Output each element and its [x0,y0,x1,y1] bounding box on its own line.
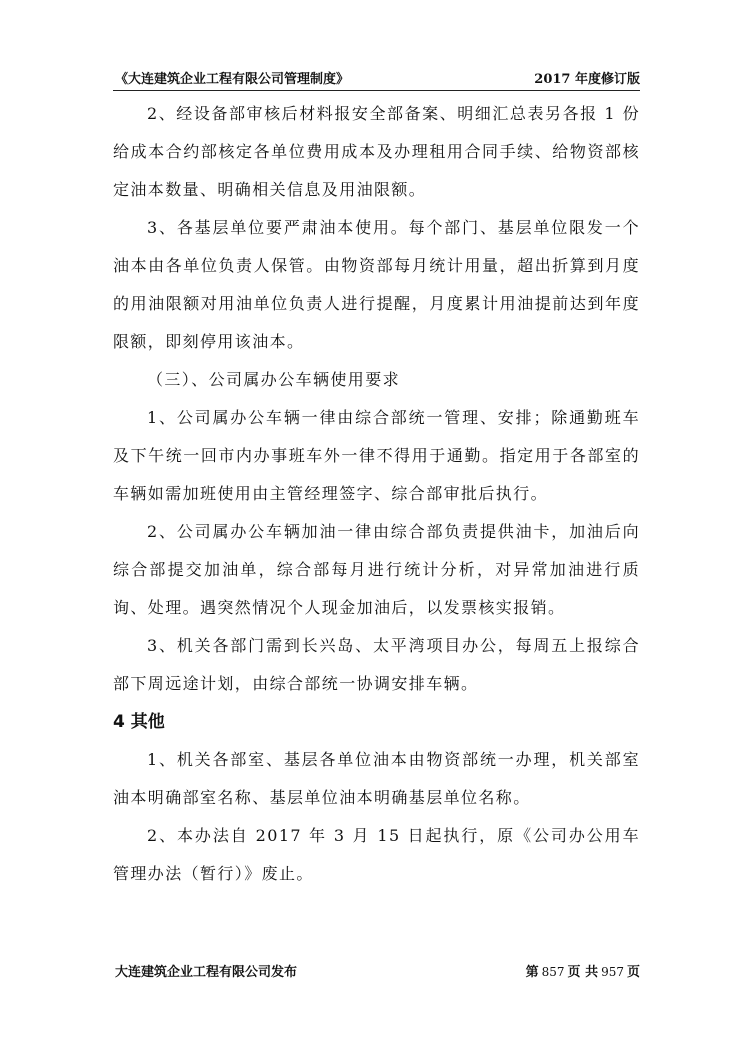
publisher-label: 大连建筑企业工程有限公司发布 [115,965,298,980]
paragraph-fuel-book-naming: 1、机关各部室、基层各单位油本由物资部统一办理，机关部室油本明确部室名称、基层单位油本明确基层单位名称。 [113,750,640,807]
page-mid: 页 共 [567,965,599,980]
page-footer [113,961,640,981]
paragraph-3-fuel-book-usage: 3、各基层单位要严肃油本使用。每个部门、基层单位限发一个油本由各单位负责人保管。由物资部每月统计用量，超出折算到月度的用油限额对用油单位负责人进行提醒，月度累计用油提前达到年度限额，即刻停用该油本。 [113,218,640,351]
paragraph-effective-date: 2、本办法自 2017 年 3 月 15 日起执行，原《公司办公用车管理办法（暂行）》废止。 [113,826,640,883]
document-body [113,95,640,893]
subsection-heading-vehicles: （三）、公司属办公车辆使用要求 [147,370,401,389]
page-number [526,961,640,980]
document-title: 《大连建筑企业工程有限公司管理制度》 [115,72,350,87]
page-total: 957 [601,965,624,979]
page-current: 857 [541,965,565,979]
section-heading-other: 4 其他 [113,712,165,732]
page-prefix: 第 [525,965,539,980]
paragraph-remote-trips: 3、机关各部门需到长兴岛、太平湾项目办公，每周五上报综合部下周远途计划，由综合部统一协调安排车辆。 [113,636,640,693]
page-suffix: 页 [626,965,640,980]
paragraph-vehicle-fueling: 2、公司属办公车辆加油一律由综合部负责提供油卡，加油后向综合部提交加油单，综合部每月进行统计分析，对异常加油进行质询、处理。遇突然情况个人现金加油后，以发票核实报销。 [113,522,640,617]
page-header [113,66,640,91]
paragraph-2-approval: 2、经设备部审核后材料报安全部备案、明细汇总表另各报 1 份给成本合约部核定各单位费用成本及办理租用合同手续、给物资部核定油本数量、明确相关信息及用油限额。 [113,104,640,199]
edition-label: 2017 年度修订版 [534,72,640,87]
paragraph-vehicle-management: 1、公司属办公车辆一律由综合部统一管理、安排；除通勤班车及下午统一回市内办事班车外一律不得用于通勤。指定用于各部室的车辆如需加班使用由主管经理签字、综合部审批后执行。 [113,408,640,503]
